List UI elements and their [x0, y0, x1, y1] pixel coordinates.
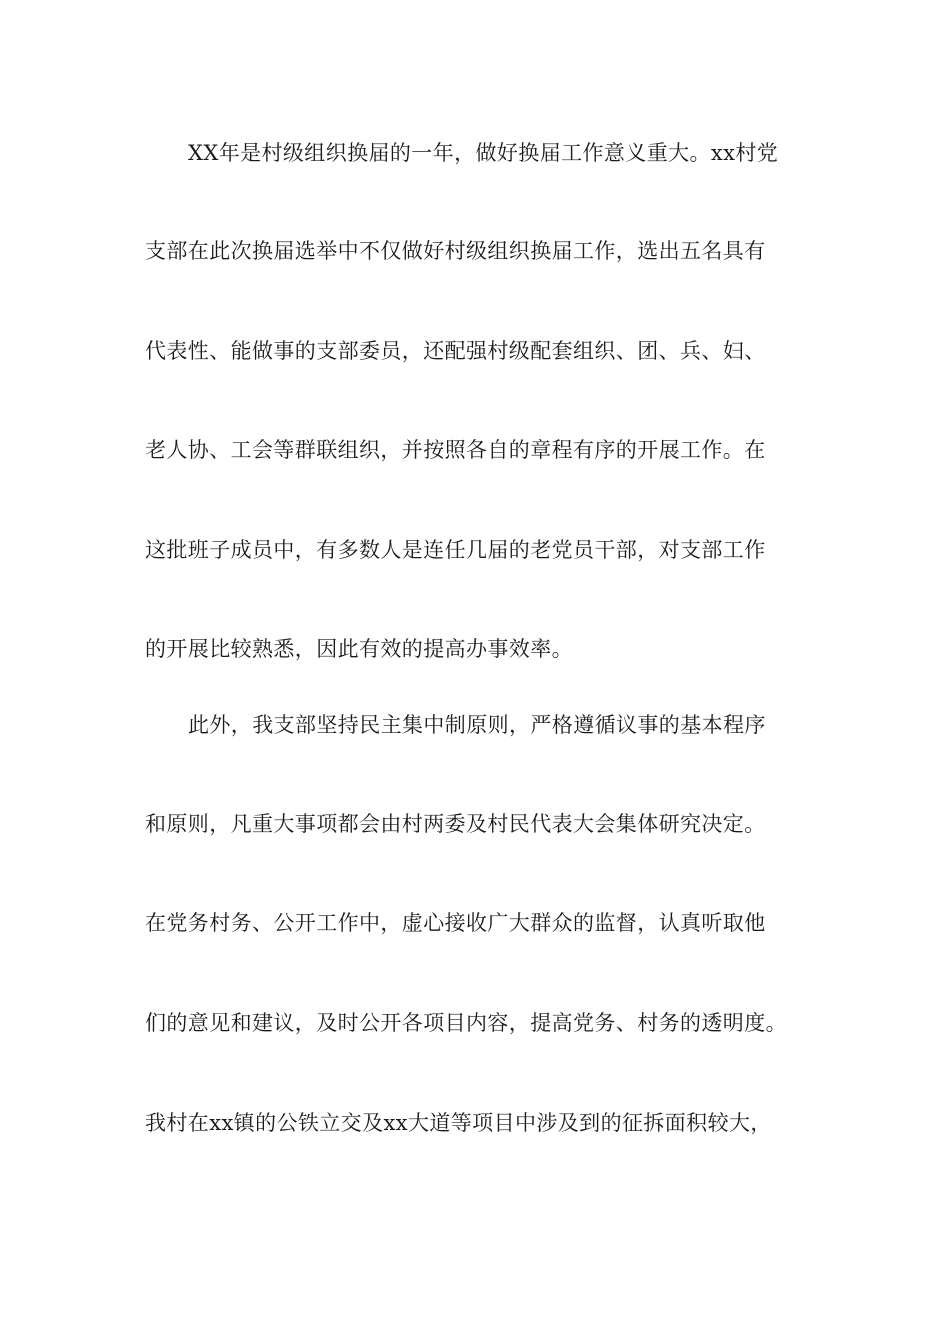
paragraph-1-line-3: 代表性、能做事的支部委员，还配强村级配套组织、团、兵、妇、: [145, 339, 766, 363]
paragraph-1-line-6: 的开展比较熟悉，因此有效的提高办事效率。: [145, 637, 573, 661]
paragraph-2-line-2: 和原则，凡重大事项都会由村两委及村民代表大会集体研究决定。: [145, 812, 766, 836]
paragraph-1-line-2: 支部在此次换届选举中不仅做好村级组织换届工作，选出五名具有: [145, 239, 766, 263]
paragraph-2-line-5: 我村在xx镇的公铁立交及xx大道等项目中涉及到的征拆面积较大，: [145, 1111, 772, 1135]
paragraph-1-line-1: XX年是村级组织换届的一年，做好换届工作意义重大。xx村党: [188, 141, 779, 165]
paragraph-1-line-4: 老人协、工会等群联组织，并按照各自的章程有序的开展工作。在: [145, 438, 766, 462]
paragraph-2-line-3: 在党务村务、公开工作中，虚心接收广大群众的监督，认真听取他: [145, 911, 766, 935]
paragraph-2-line-4: 们的意见和建议，及时公开各项目内容，提高党务、村务的透明度。: [145, 1011, 787, 1035]
paragraph-1-line-5: 这批班子成员中，有多数人是连任几届的老党员干部，对支部工作: [145, 538, 766, 562]
paragraph-2-line-1: 此外，我支部坚持民主集中制原则，严格遵循议事的基本程序: [188, 713, 766, 737]
